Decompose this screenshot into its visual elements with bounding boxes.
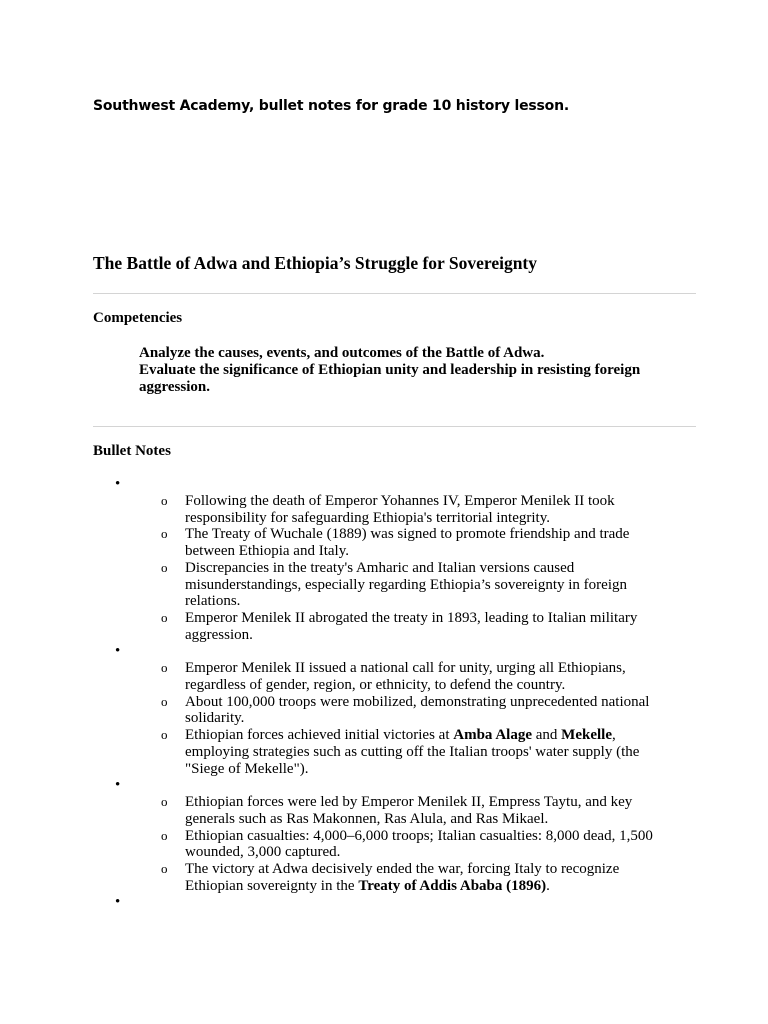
divider: [93, 426, 696, 427]
bullet-point: [93, 643, 693, 660]
bullet-point: [93, 476, 693, 493]
bullet-group: [93, 777, 693, 894]
sub-bullet-marker: o: [161, 493, 168, 508]
sub-bullet-item: [93, 493, 673, 526]
header-note: Southwest Academy, bullet notes for grade 10 history lesson.: [93, 98, 569, 114]
note-bold-text: Mekelle: [561, 727, 612, 744]
note-text: The Treaty of Wuchale (1889) was signed to promote friendship and trade between Ethiopia and Italy.: [185, 526, 630, 560]
sub-bullet-item: [93, 610, 673, 643]
note-text: Discrepancies in the treaty's Amharic and Italian versions caused misunderstandings, especially regarding Ethiopia’s sovereignty in foreign relations.: [185, 559, 627, 610]
note-bold-text: Amba Alage: [453, 727, 532, 744]
competencies-list: [139, 345, 679, 396]
note-text: and: [532, 727, 562, 744]
sub-bullet-marker: o: [161, 526, 168, 542]
bullet-notes-list: [93, 476, 693, 911]
bullet-group: [93, 476, 693, 643]
bullet-point: [93, 777, 693, 794]
sub-bullet-marker: o: [161, 609, 168, 625]
bullet-point: [93, 894, 693, 911]
sub-bullet-item: [93, 694, 673, 727]
sub-bullet-marker: o: [161, 660, 168, 676]
bullet-group: [93, 643, 693, 777]
sub-bullet-marker: o: [161, 693, 168, 709]
competency-item: Analyze the causes, events, and outcomes of the Battle of Adwa.: [139, 345, 545, 361]
note-text: Ethiopian forces were led by Emperor Menilek II, Empress Taytu, and key generals such as Ras Makonnen, Ras Alula, and Ras Mikael.: [185, 794, 633, 827]
note-text: Following the death of Emperor Yohannes IV, Emperor Menilek II took responsibility for safeguarding Ethiopia's territorial integrity.: [185, 493, 615, 526]
bullet-group: [93, 894, 693, 911]
note-text: Ethiopian casualties: 4,000–6,000 troops; Italian casualties: 8,000 dead, 1,500 wounded, 3,000 captured.: [185, 827, 653, 861]
sub-bullet-item: [93, 861, 673, 894]
sub-bullet-item: [93, 526, 673, 559]
note-text: Emperor Menilek II abrogated the treaty in 1893, leading to Italian military aggression.: [185, 609, 638, 643]
sub-bullet-item: [93, 794, 673, 827]
note-text: The victory at Adwa decisively ended the war, forcing Italy to recognize Ethiopian sovereignty in the: [185, 861, 620, 894]
competency-item: Evaluate the significance of Ethiopian unity and leadership in resisting foreign aggression.: [139, 362, 641, 395]
competencies-heading: Competencies: [93, 310, 183, 326]
sub-bullet-item: [93, 660, 673, 693]
note-text: .: [546, 877, 550, 894]
sub-bullet-marker: o: [161, 861, 168, 877]
bullet-symbol: •: [115, 476, 121, 492]
sub-bullet-marker: o: [161, 794, 168, 810]
note-text: Ethiopian forces achieved initial victories at: [185, 727, 454, 744]
sub-bullet-marker: o: [161, 727, 168, 743]
bullet-symbol: •: [115, 643, 121, 660]
note-bold-text: Treaty of Addis Ababa (1896): [358, 877, 547, 894]
note-text: About 100,000 troops were mobilized, demonstrating unprecedented national solidarity.: [185, 693, 650, 727]
bullet-symbol: •: [115, 894, 121, 911]
sub-bullet-marker: o: [161, 827, 168, 843]
note-text: , employing strategies such as cutting off the Italian troops' water supply (the "Siege of Mekelle").: [185, 727, 640, 777]
sub-bullet-item: [93, 828, 673, 861]
document-title: The Battle of Adwa and Ethiopia’s Struggle for Sovereignty: [93, 253, 538, 273]
sub-bullet-item: [93, 560, 673, 610]
bullet-symbol: •: [115, 777, 121, 794]
sub-bullet-marker: o: [161, 559, 168, 575]
divider: [93, 293, 696, 294]
sub-bullet-item: [93, 727, 673, 777]
note-text: Emperor Menilek II issued a national call for unity, urging all Ethiopians, regardless of gender, region, or ethnicity, to defend the country.: [185, 660, 626, 694]
bullet-notes-heading: Bullet Notes: [93, 443, 171, 459]
